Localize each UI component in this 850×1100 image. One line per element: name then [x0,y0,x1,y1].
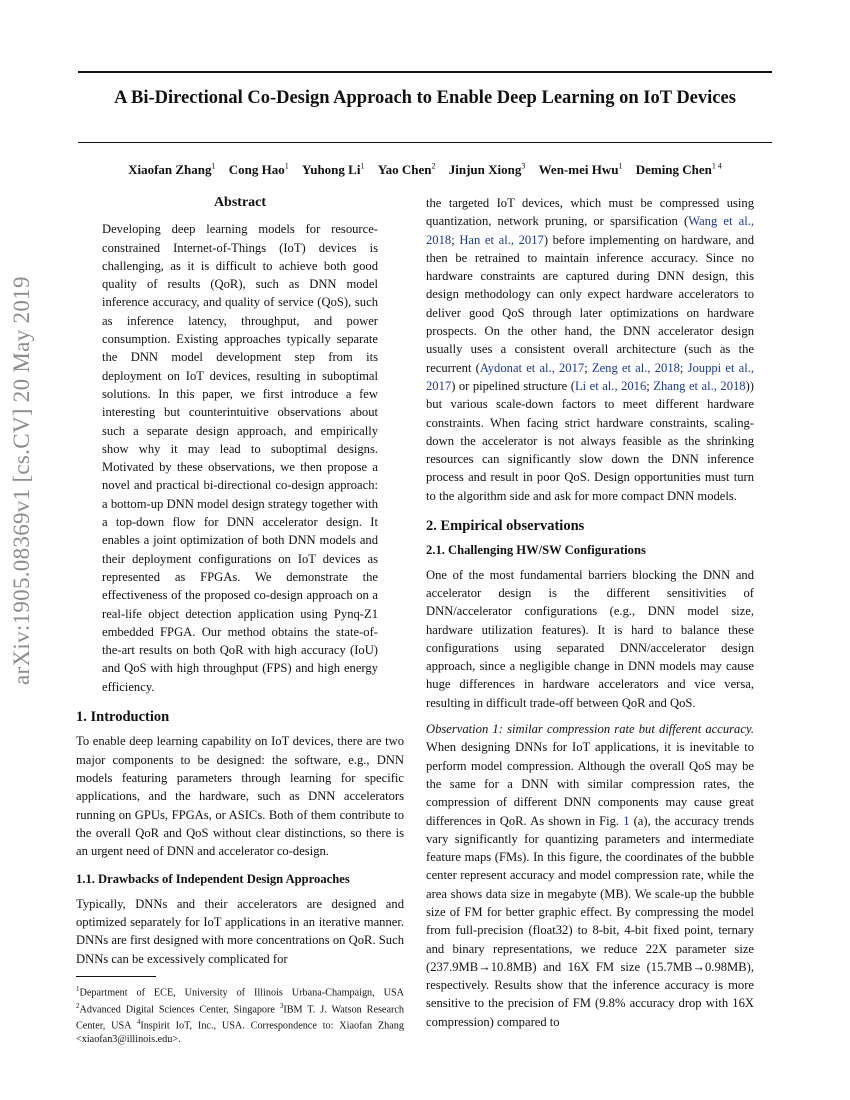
abstract-text: Developing deep learning models for resource-constrained Internet-of-Things (IoT) devices is challenging, as it is difficult to achieve both good quality of results (QoR), such as DNN model inference accuracy, and quality of service (QoS), such as inference latency, throughput, and power consumption. Existing approaches typically separate the DNN model development step from its deployment on IoT devices, resulting in suboptimal solutions. In this paper, we first introduce a few interesting but counterintuitive observations about such a separate design approach, and empirically show why it may lead to suboptimal designs. Motivated by these observations, we then propose a novel and practical bi-directional co-design approach: a bottom-up DNN model design strategy together with a top-down flow for DNN accelerator design. It enables a joint optimization of both DNN models and their deployment configurations on IoT devices as represented as FPGAs. We demonstrate the effectiveness of the proposed co-design approach on a real-life object detection application using Pynq-Z1 embedded FPGA. Our method obtains the state-of-the-art results on both QoR with high accuracy (IoU) and QoS with high throughput (FPS) and high energy efficiency. [102,222,378,694]
author: Yuhong Li$^1$ [302,162,365,178]
title-bottom-rule [78,142,772,143]
empirical-heading: 2. Empirical observations [426,518,585,535]
figure-link[interactable]: 1 [623,813,630,828]
author: Deming Chen$^{1 4}$ [635,162,722,178]
observation-1-label: Observation 1: similar compression rate but different accuracy. [426,722,754,737]
arxiv-side-stamp: arXiv:1905.08369v1 [cs.CV] 20 May 2019 [9,276,34,685]
drawbacks-continued-text: the targeted IoT devices, which must be compressed using quantization, network pruning, or sparsification (Wang et al., 2018; Han et al., 2017) before implementing on hardware, and then be retrained to maintain inference accuracy. Since no hardware constraints are captured during DNN design, this design methodology can only expect hardware accelerators to deliver good QoS through later optimizations on hardware prospects. On the other hand, the DNN accelerator design usually uses a consistent overall architecture (such as the recurrent (Aydonat et al., 2017; Zeng et al., 2018; Jouppi et al., 2017) or pipelined structure (Li et al., 2016; Zhang et al., 2018)) but various scale-down factors to meet different hardware constraints. When facing strict hardware constraints, scaling-down the accelerator is not always feasible as the shrinking resources can significantly slow down the DNN inference process and result in poor QoS. Design opportunities must turn to the algorithm side and ask for more compact DNN models. [426,196,754,503]
citation-link[interactable]: Zeng et al., 2018 [591,360,680,375]
intro-text: To enable deep learning capability on IoT devices, there are two major components to be designed: the software, e.g., DNN models featuring parameters through learning for specific applications, and the hardware, such as DNN accelerators running on GPUs, FPGAs, or ASICs. Both of them contribute to the overall QoR and QoS without clear distinctions, so there is an urgent need of DNN and accelerator co-design. [76,734,404,859]
author: Jinjun Xiong$^3$ [448,162,526,178]
title-top-rule [78,71,772,73]
hwsw-heading: 2.1. Challenging HW/SW Configurations [426,543,646,558]
citation-link[interactable]: Wang et al., 2018 [426,214,754,247]
affiliation-footnote: $^1$Department of ECE, University of Illinois Urbana-Champaign, USA $^2$Advanced Digital Sciences Center, Singapore $^3$IBM T. J. Watson Research Center, USA $^4$Inspirit IoT, Inc., USA. Correspondence to: Xiaofan Zhang <xiaofan3@illinois.edu>. [76,984,404,1046]
author: Cong Hao$^1$ [228,162,289,178]
author: Xiaofan Zhang$^1$ [128,162,216,178]
drawbacks-heading: 1.1. Drawbacks of Independent Design Approaches [76,872,350,887]
paper-title: A Bi-Directional Co-Design Approach to Enable Deep Learning on IoT Devices [114,88,736,108]
left-column [76,194,404,1047]
hwsw-text: One of the most fundamental barriers blocking the DNN and accelerator design is the different sensitivities of DNN/accelerator configurations (e.g., DNN model size, hardware utilization features). It is hard to balance these configurations using separated DNN/accelerator design approach, since a negligible change in DNN models may cause huge differences in hardware accelerators and vice versa, resulting in difficult trade-off between QoR and QoS. [426,567,754,710]
citation-link[interactable]: Zhang et al., 2018 [653,378,746,393]
intro-heading: 1. Introduction [76,709,170,726]
citation-link[interactable]: Jouppi et al., 2017 [426,360,754,393]
abstract-heading: Abstract [213,195,267,210]
drawbacks-text: Typically, DNNs and their accelerators are designed and optimized separately for IoT applications in an iterative manner. DNNs are first designed with more concentrations on QoR. Such DNNs can be excessively complicated for [76,896,404,966]
abstract [76,220,404,696]
citation-link[interactable]: Li et al., 2016 [574,378,647,393]
right-column [426,194,754,1031]
footnote-rule [76,976,156,977]
author: Yao Chen$^2$ [377,162,436,178]
author-list [60,162,790,178]
citation-link[interactable]: Aydonat et al., 2017 [479,360,585,375]
citation-link[interactable]: Han et al., 2017 [459,232,544,247]
author: Wen-mei Hwu$^1$ [538,162,623,178]
observation-1-text: Observation 1: similar compression rate but different accuracy. When designing DNNs for IoT applications, it is inevitable to perform model compression. Although the overall QoS may be the same for a DNN with similar compression rates, the compression of different DNN components may cause great differences in QoR. As shown in Fig. 1 (a), the accuracy trends vary significantly for quantizing parameters and intermediate feature maps (FMs). In this figure, the coordinates of the bubble center represent accuracy and model compression rate, while the area shows data size in megabyte (MB). We scale-up the bubble size of FM for better graphic effect. By compressing the model from full-precision (float32) to 8-bit, 4-bit fixed point, ternary and binary representations, we reduce 22X parameter size (237.9MB→10.8MB) and 16X FM size (15.7MB→0.98MB), respectively. Results show that the inference accuracy is more sensitive to the precision of FM (9.8% accuracy drop with 16X compression) compared to [426,722,754,1029]
